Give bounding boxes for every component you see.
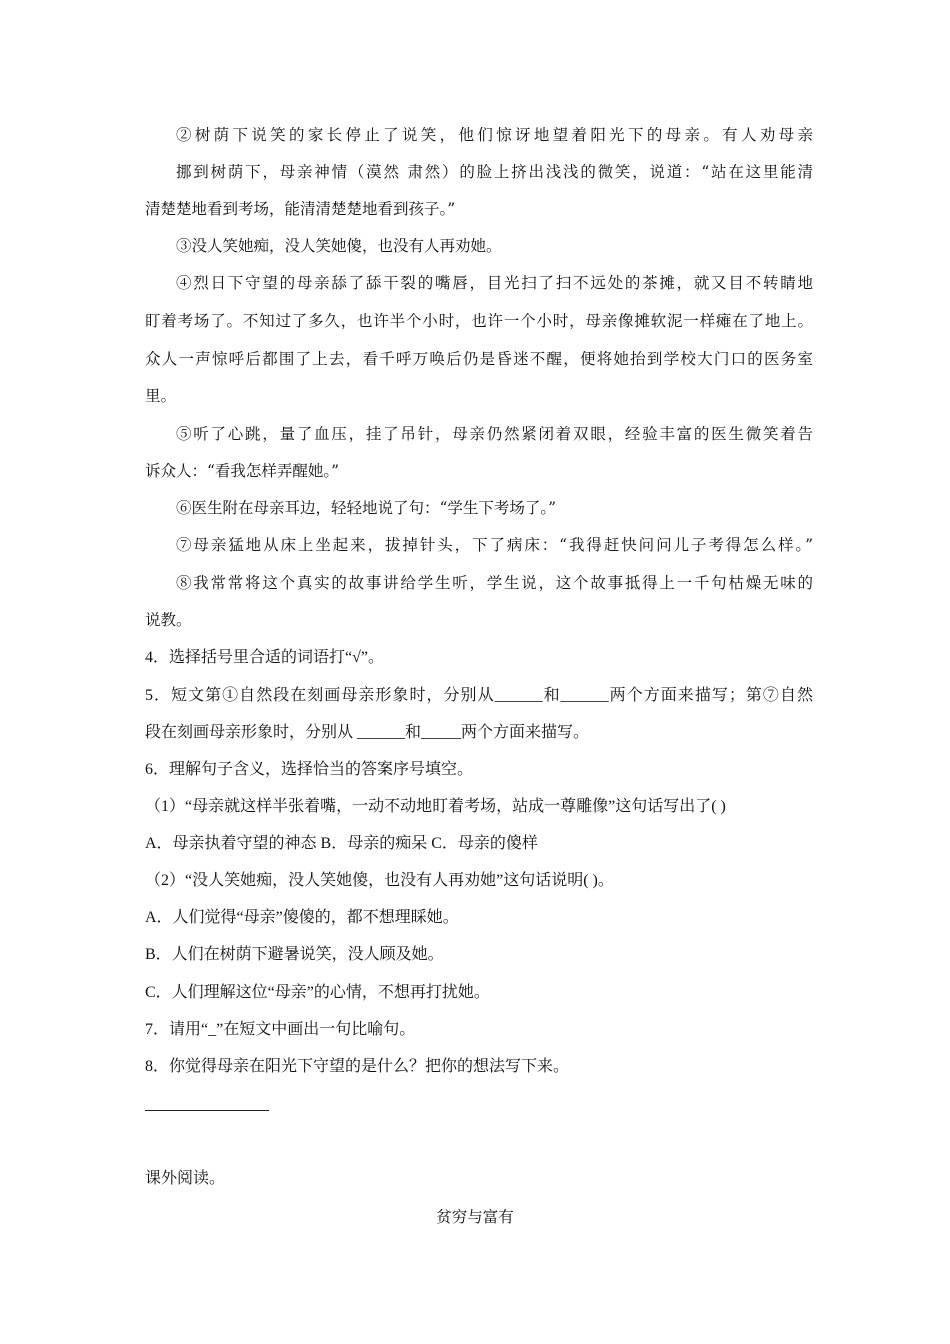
paragraph-2-line-1: ②树荫下说笑的家长停止了说笑，他们惊讶地望着阳光下的母亲。有人劝母亲 (176, 126, 813, 144)
question-6-1: （1）“母亲就这样半张着嘴，一动不动地盯着考场，站成一尊雕像”这句话写出了( ) (145, 798, 726, 815)
question-4: 4．选择括号里合适的词语打“√”。 (145, 649, 384, 666)
question-8: 8．你觉得母亲在阳光下守望的是什么？把你的想法写下来。 (145, 1058, 570, 1075)
paragraph-4-line-2: 盯着考场了。不知过了多久，也许半个小时，也许一个小时，母亲像摊软泥一样瘫在了地上。 (145, 312, 813, 330)
question-6-2-option-c: C．人们理解这位“母亲”的心情，不想再打扰她。 (145, 984, 490, 1001)
paragraph-7: ⑦母亲猛地从床上坐起来，拔掉针头，下了病床：“我得赶快问问儿子考得怎么样。” (176, 536, 813, 554)
paragraph-2-line-3: 清楚楚地看到考场，能清清楚楚地看到孩子。” (145, 200, 456, 218)
paragraph-6: ⑥医生附在母亲耳边，轻轻地说了句：“学生下考场了。” (176, 499, 557, 517)
question-7: 7．请用“_”在短文中画出一句比喻句。 (145, 1021, 416, 1038)
section-heading: 课外阅读。 (145, 1170, 226, 1187)
paragraph-2-line-2: 挪到树荫下，母亲神情（漠然 肃然）的脸上挤出浅浅的微笑，说道：“站在这里能清 (176, 163, 813, 181)
article-title: 贫穷与富有 (436, 1208, 514, 1226)
paragraph-5-line-2: 诉众人：“看我怎样弄醒她。” (145, 462, 340, 480)
paragraph-4-line-4: 里。 (145, 387, 177, 405)
paragraph-8-line-1: ⑧我常常将这个真实的故事讲给学生听，学生说，这个故事抵得上一千句枯燥无味的 (176, 574, 813, 592)
question-6-1-options: A．母亲执着守望的神态 B．母亲的痴呆 C．母亲的傻样 (145, 835, 538, 852)
paragraph-5-line-1: ⑤听了心跳，量了血压，挂了吊针，母亲仍然紧闭着双眼，经验丰富的医生微笑着告 (176, 425, 813, 443)
question-6-2-option-a: A．人们觉得“母亲”傻傻的，都不想理睬她。 (145, 909, 459, 926)
paragraph-8-line-2: 说教。 (145, 611, 192, 629)
paragraph-4-line-3: 众人一声惊呼后都围了上去，看千呼万唤后仍是昏迷不醒，便将她抬到学校大门口的医务室 (145, 350, 813, 368)
question-5-line-1: 5．短文第①自然段在刻画母亲形象时，分别从______和______两个方面来描写；第⑦自然 (145, 687, 813, 704)
question-6-2: （2）“没人笑她痴，没人笑她傻，也没有人再劝她”这句话说明( )。 (145, 872, 614, 889)
question-5-line-2: 段在刻画母亲形象时，分别从 ______和_____两个方面来描写。 (145, 724, 590, 741)
answer-line (145, 1110, 269, 1111)
question-6: 6．理解句子含义，选择恰当的答案序号填空。 (145, 761, 474, 778)
paragraph-4-line-1: ④烈日下守望的母亲舔了舔干裂的嘴唇，目光扫了扫不远处的茶摊，就又目不转睛地 (176, 274, 813, 292)
question-6-2-option-b: B．人们在树荫下避暑说笑，没人顾及她。 (145, 946, 444, 963)
paragraph-3: ③没人笑她痴，没人笑她傻，也没有人再劝她。 (176, 237, 502, 255)
